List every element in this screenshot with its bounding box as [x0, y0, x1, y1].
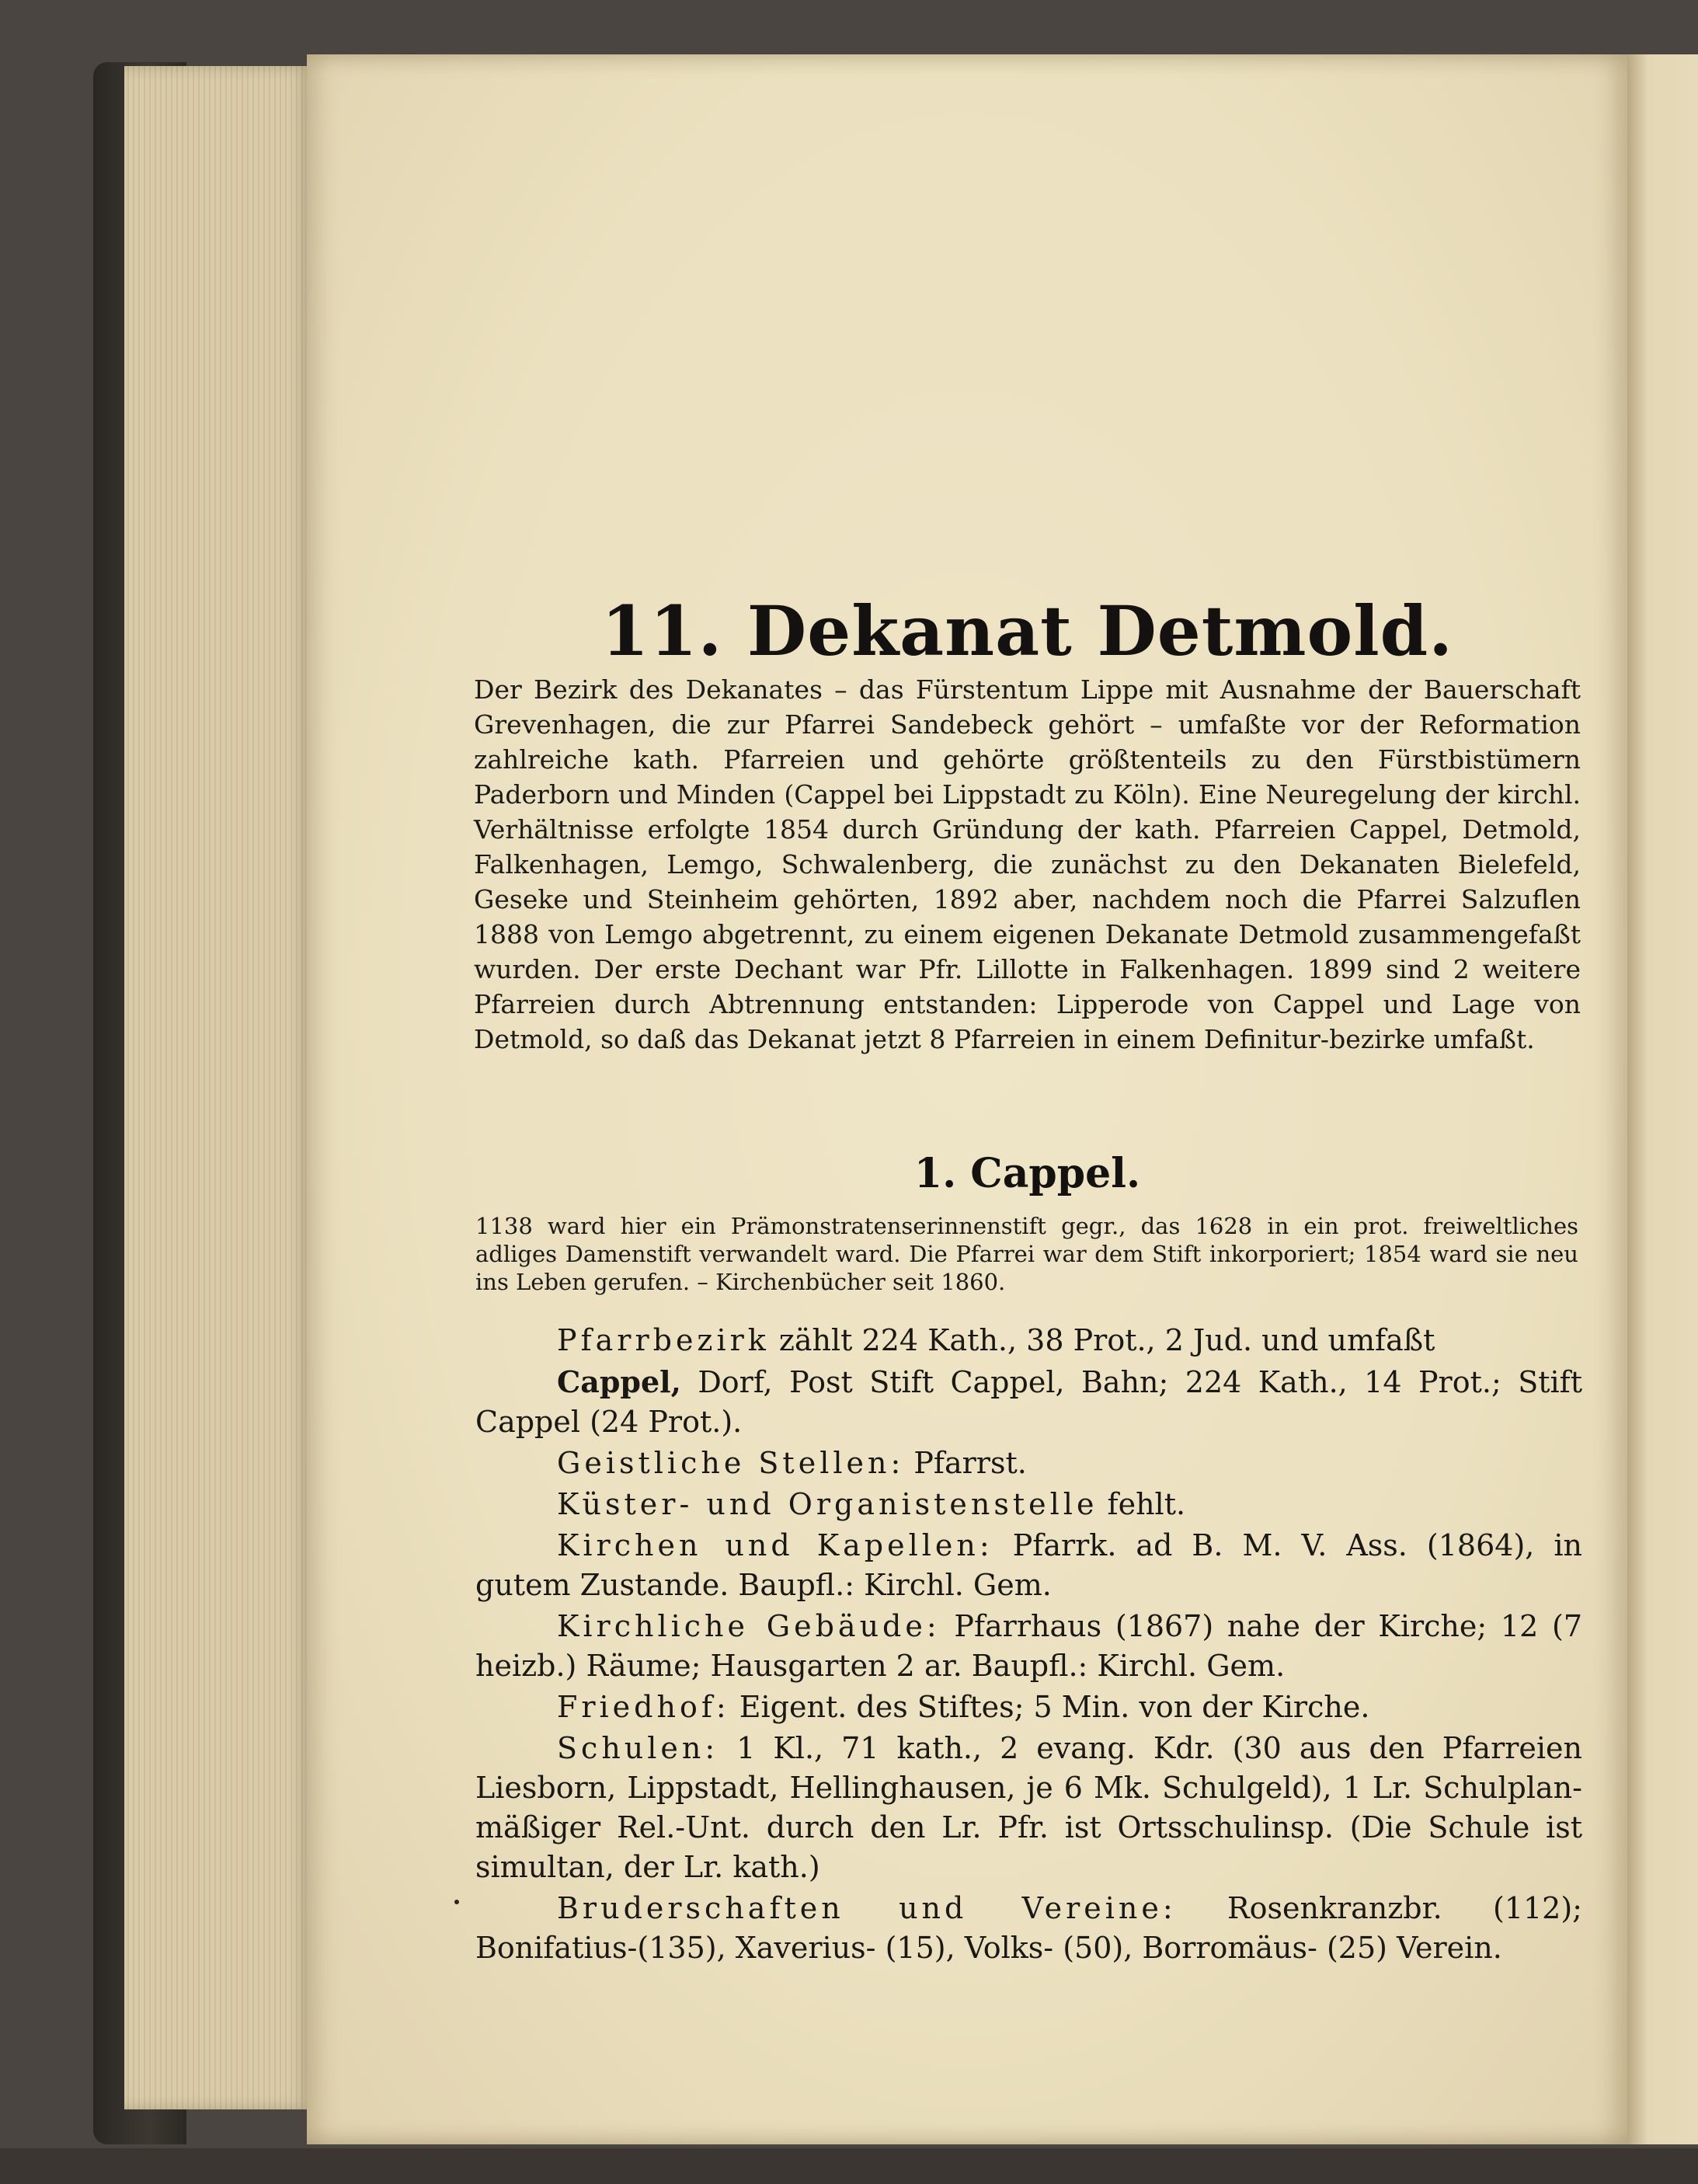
- section-title: 1. Cappel.: [913, 1150, 1141, 1197]
- entry-text: zählt 224 Kath., 38 Prot., 2 Jud. und umfaßt: [769, 1323, 1435, 1357]
- chapter-title: 11. Dekanat Detmold.: [601, 590, 1453, 671]
- entry-schulen: [475, 1729, 1582, 1887]
- entry-heading: Pfarrbezirk: [557, 1323, 770, 1357]
- entry-text: 1 Kl., 71 kath., 2 evang. Kdr. (30 aus den Pfarreien Liesborn, Lippstadt, Hellinghausen, je 6 Mk. Schulgeld), 1 Lr. Schulplan-mäßiger Rel.-Unt. durch den Lr. Pfr. ist Ortsschulinsp. (Die Schule ist simultan, der Lr. kath.): [475, 1731, 1582, 1884]
- entry-heading: Küster- und Organistenstelle: [557, 1487, 1098, 1521]
- entry-pfarrbezirk: [475, 1321, 1582, 1360]
- entry-heading: Kirchen und Kapellen:: [557, 1528, 993, 1562]
- entry-text: Rosenkranzbr. (112); Bonifatius-(135), Xaverius- (15), Volks- (50), Borromäus- (25) Verein.: [475, 1891, 1582, 1965]
- entry-text: Pfarrk. ad B. M. V. Ass. (1864), in gutem Zustande. Baupfl.: Kirchl. Gem.: [475, 1528, 1582, 1602]
- page-edges: [124, 66, 311, 2109]
- entry-text: Dorf, Post Stift Cappel, Bahn; 224 Kath., 14 Prot.; Stift Cappel (24 Prot.).: [475, 1365, 1582, 1439]
- scan-background: [0, 2148, 1698, 2184]
- entry-gebaeude: [475, 1607, 1582, 1686]
- facing-page-edge: [1627, 54, 1698, 2144]
- entry-text: Pfarrst.: [904, 1446, 1027, 1480]
- entry-heading: Cappel,: [557, 1364, 681, 1399]
- entry-text: fehlt.: [1098, 1487, 1186, 1521]
- entry-friedhof: [475, 1688, 1582, 1727]
- entry-heading: Friedhof:: [557, 1690, 730, 1724]
- parish-entries: [475, 1321, 1582, 1970]
- entry-kuester: [475, 1485, 1582, 1524]
- entry-heading: Bruderschaften und Vereine:: [557, 1891, 1177, 1925]
- ink-speck: [454, 1900, 459, 1904]
- entry-cappel: [475, 1362, 1582, 1442]
- entry-text: Eigent. des Stiftes; 5 Min. von der Kirche.: [729, 1690, 1370, 1724]
- entry-heading: Kirchliche Gebäude:: [557, 1609, 941, 1643]
- entry-heading: Schulen:: [557, 1731, 719, 1765]
- chapter-intro-paragraph: Der Bezirk des Dekanates – das Fürstentum Lippe mit Ausnahme der Bauerschaft Grevenhagen, die zur Pfarrei Sandebeck gehört – umfaßte vor der Reformation zahlreiche kath. Pfarreien und gehörte größtenteils zu den Fürstbistümern Paderborn und Minden (Cappel bei Lippstadt zu Köln). Eine Neuregelung der kirchl. Verhältnisse erfolgte 1854 durch Gründung der kath. Pfarreien Cappel, Detmold, Falkenhagen, Lemgo, Schwalenberg, die zunächst zu den Dekanaten Bielefeld, Geseke und Steinheim gehörten, 1892 aber, nachdem noch die Pfarrei Salzuflen 1888 von Lemgo abgetrennt, zu einem eigenen Dekanate Detmold zusammengefaßt wurden. Der erste Dechant war Pfr. Lillotte in Falkenhagen. 1899 sind 2 weitere Pfarreien durch Abtrennung entstanden: Lipperode von Cappel und Lage von Detmold, so daß das Dekanat jetzt 8 Pfarreien in einem Definitur-bezirke umfaßt.: [474, 674, 1581, 1054]
- entry-kirchen: [475, 1526, 1582, 1605]
- entry-bruderschaften: [475, 1889, 1582, 1968]
- entry-heading: Geistliche Stellen:: [557, 1446, 905, 1480]
- entry-geistliche-stellen: [475, 1444, 1582, 1483]
- section-intro-paragraph: 1138 ward hier ein Prämonstratenserinnenstift gegr., das 1628 in ein prot. freiweltliches adliges Damenstift verwandelt ward. Die Pfarrei war dem Stift inkorporiert; 1854 ward sie neu ins Leben gerufen. – Kirchenbücher seit 1860.: [475, 1213, 1578, 1295]
- entry-text: Pfarrhaus (1867) nahe der Kirche; 12 (7 heizb.) Räume; Hausgarten 2 ar. Baupfl.: Kirchl. Gem.: [475, 1609, 1582, 1683]
